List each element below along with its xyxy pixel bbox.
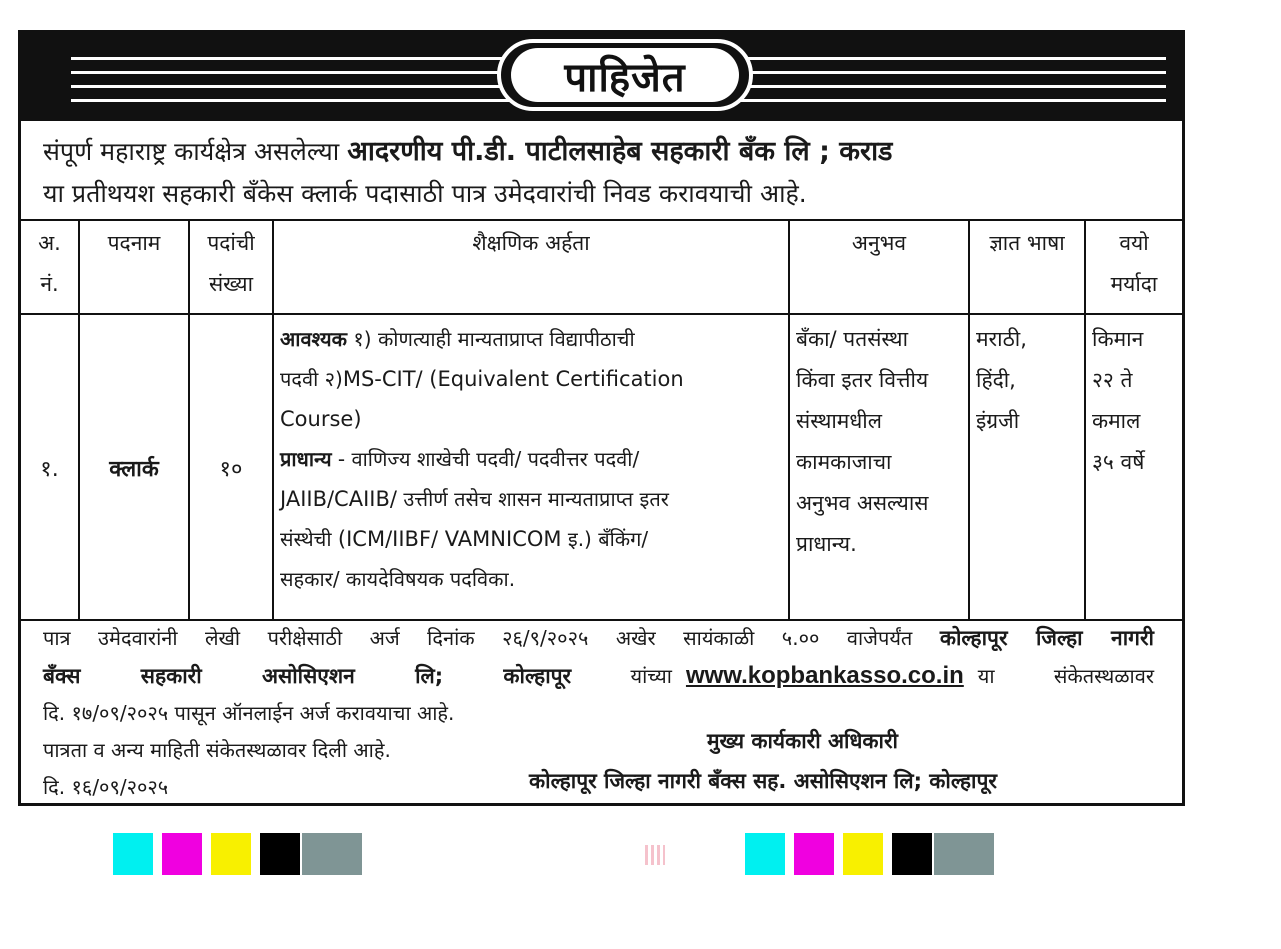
cell-experience: बँका/ पतसंस्था किंवा इतर वित्तीय संस्थामधील कामकाजाचा अनुभव असल्यास प्राधान्य. [789,314,969,620]
table-row [21,314,1182,620]
footer-notice [21,616,1182,806]
table-header-row [21,221,1182,314]
color-swatch [162,833,202,875]
footer-line-1: पात्र उमेदवारांनी लेखी परीक्षेसाठी अर्ज दिनांक २६/९/२०२५ अखेर सायंकाळी ५.०० वाजेपर्यंत कोल्हापूर जिल्हा नागरी [43,626,1154,650]
header-title-frame [497,39,753,111]
cell-qualification: आवश्यक १) कोणत्याही मान्यताप्राप्त विद्यापीठाची पदवी २)MS-CIT/ (Equivalent Certification Course) प्राधान्य - वाणिज्य शाखेची पदवी/ पदवीत्तर पदवी/ JAIIB/CAIIB/ उत्तीर्ण तसेच शासन मान्यताप्राप्त इतर संस्थेची (ICM/IIBF/ VAMNICOM इ.) बँकिंग/ सहकार/ कायदेविषयक पदविका. [273,314,789,620]
cell-post: क्लार्क [79,314,189,620]
cell-sr: १. [21,314,79,620]
intro-prefix: संपूर्ण महाराष्ट्र कार्यक्षेत्र असलेल्या [43,137,348,166]
footer-date: दि. १६/०९/२०२५ [43,775,169,799]
header-sr: अ. नं. [21,221,79,314]
registration-mark [645,845,665,865]
bank-name: आदरणीय पी.डी. पाटीलसाहेब सहकारी बँक लि ; कराड [347,136,893,167]
color-swatch [892,833,932,875]
header-banner [21,33,1182,121]
cell-language: मराठी, हिंदी, इंग्रजी [969,314,1085,620]
signatory-title: मुख्य कार्यकारी अधिकारी [707,729,898,753]
header-experience: अनुभव [789,221,969,314]
footer-line-4: पात्रता व अन्य माहिती संकेतस्थळावर दिली आहे. [43,738,391,762]
color-swatch [794,833,834,875]
header-count: पदांची संख्या [189,221,273,314]
intro-line-2: या प्रतीथयश सहकारी बँकेस क्लार्क पदासाठी पात्र उमेदवारांची निवड करावयाची आहे. [43,179,807,208]
cell-age: किमान २२ ते कमाल ३५ वर्षे [1085,314,1182,620]
cell-count: १० [189,314,273,620]
color-swatch [260,833,300,875]
intro-text [21,121,1182,221]
header-age: वयो मर्यादा [1085,221,1182,314]
color-swatch [843,833,883,875]
signatory-org: कोल्हापूर जिल्हा नागरी बँक्स सह. असोसिएशन लि; कोल्हापूर [529,769,998,793]
color-swatch [113,833,153,875]
website-link[interactable]: www.kopbankasso.co.in [685,662,964,689]
intro-line-1 [43,131,1170,173]
header-post: पदनाम [79,221,189,314]
footer-line-3: दि. १७/०९/२०२५ पासून ऑनलाईन अर्ज करावयाचा आहे. [43,701,455,725]
header-qualification: शैक्षणिक अर्हता [273,221,789,314]
header-title: पाहिजेत [511,48,739,102]
color-swatch [211,833,251,875]
color-swatch [745,833,785,875]
vacancy-table [21,221,1182,621]
footer-line-2: बँक्स सहकारी असोसिएशन लि; कोल्हापूर यांच्या www.kopbankasso.co.in या संकेतस्थळावर [43,662,1155,689]
color-swatch [302,833,362,875]
header-language: ज्ञात भाषा [969,221,1085,314]
advertisement [18,30,1185,806]
color-swatch [934,833,994,875]
